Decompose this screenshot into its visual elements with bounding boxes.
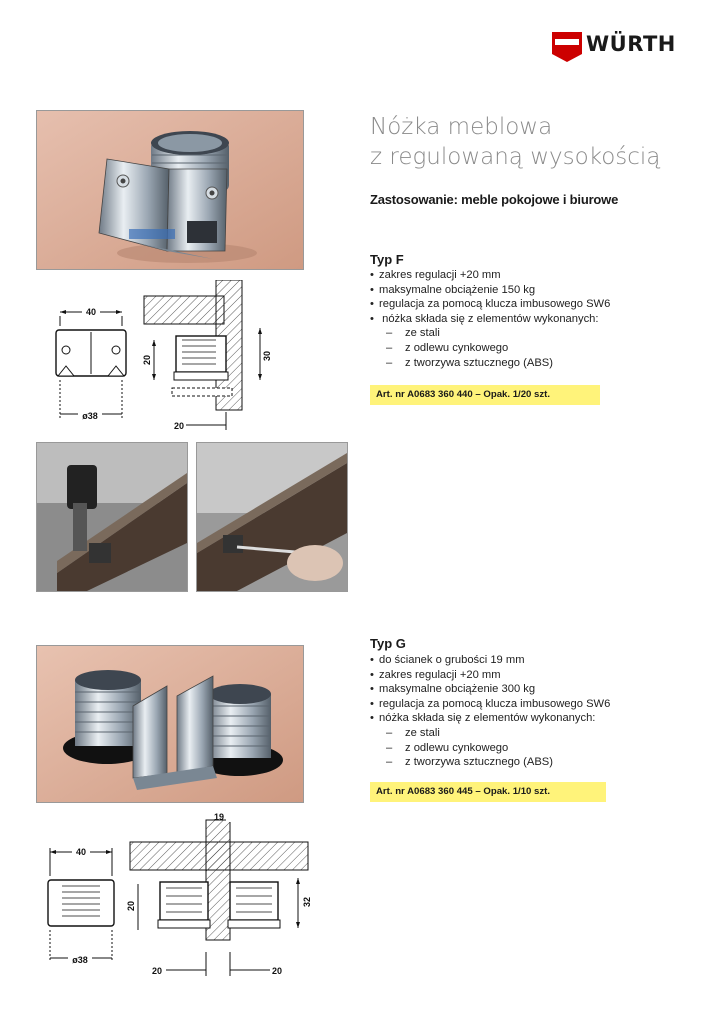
type-g-list	[370, 653, 700, 770]
drawing-type-g	[36, 812, 336, 982]
type-f-article-number: Art. nr A0683 360 440 – Opak. 1/20 szt.	[370, 385, 600, 405]
dim-offset-left: 20	[152, 966, 163, 976]
list-subitem: – z tworzywa sztucznego (ABS)	[370, 755, 700, 770]
list-subitem: – z odlewu cynkowego	[370, 341, 700, 356]
dim-diameter: ø38	[72, 955, 88, 965]
list-item: • maksymalne obciążenie 150 kg	[370, 283, 700, 298]
dim-height: 20	[142, 354, 152, 366]
type-g-heading: Typ G	[370, 636, 406, 651]
photo-install-hammer	[36, 442, 188, 592]
dim-wall: 19	[214, 812, 225, 822]
list-item: • do ścianek o grubości 19 mm	[370, 653, 700, 668]
dim-width: 40	[75, 847, 87, 857]
list-subitem: – z odlewu cynkowego	[370, 741, 700, 756]
photo-type-g	[36, 645, 304, 803]
photo-type-f	[36, 110, 304, 270]
dim-offset: 20	[174, 421, 185, 431]
type-f-list	[370, 268, 700, 370]
list-subitem: – ze stali	[370, 726, 700, 741]
list-subitem: – ze stali	[370, 326, 700, 341]
dim-total: 30	[262, 350, 272, 362]
drawing-type-f	[36, 280, 336, 440]
list-item: • maksymalne obciążenie 300 kg	[370, 682, 700, 697]
application-heading: Zastosowanie: meble pokojowe i biurowe	[370, 192, 619, 207]
list-item: • zakres regulacji +20 mm	[370, 668, 700, 683]
dim-height: 20	[126, 900, 136, 912]
photo-install-key	[196, 442, 348, 592]
dim-offset-right: 20	[272, 966, 283, 976]
dim-width: 40	[85, 307, 97, 317]
title-line-1: Nóżka meblowa	[370, 114, 553, 140]
wurth-logo-mark	[552, 32, 582, 62]
title-line-2: z regulowaną wysokością	[370, 144, 661, 170]
type-f-heading: Typ F	[370, 252, 404, 267]
list-item: • regulacja za pomocą klucza imbusowego SW6	[370, 697, 700, 712]
list-item: • regulacja za pomocą klucza imbusowego SW6	[370, 297, 700, 312]
list-item: • nóżka składa się z elementów wykonanych:	[370, 312, 700, 327]
dim-total: 32	[302, 896, 312, 908]
list-item: • zakres regulacji +20 mm	[370, 268, 700, 283]
type-g-article-number: Art. nr A0683 360 445 – Opak. 1/10 szt.	[370, 782, 606, 802]
list-subitem: – z tworzywa sztucznego (ABS)	[370, 356, 700, 371]
list-item: • nóżka składa się z elementów wykonanych:	[370, 711, 700, 726]
dim-diameter: ø38	[82, 411, 98, 421]
brand-name: WÜRTH	[586, 32, 676, 56]
page-title	[370, 112, 700, 172]
wurth-logo	[552, 30, 692, 64]
